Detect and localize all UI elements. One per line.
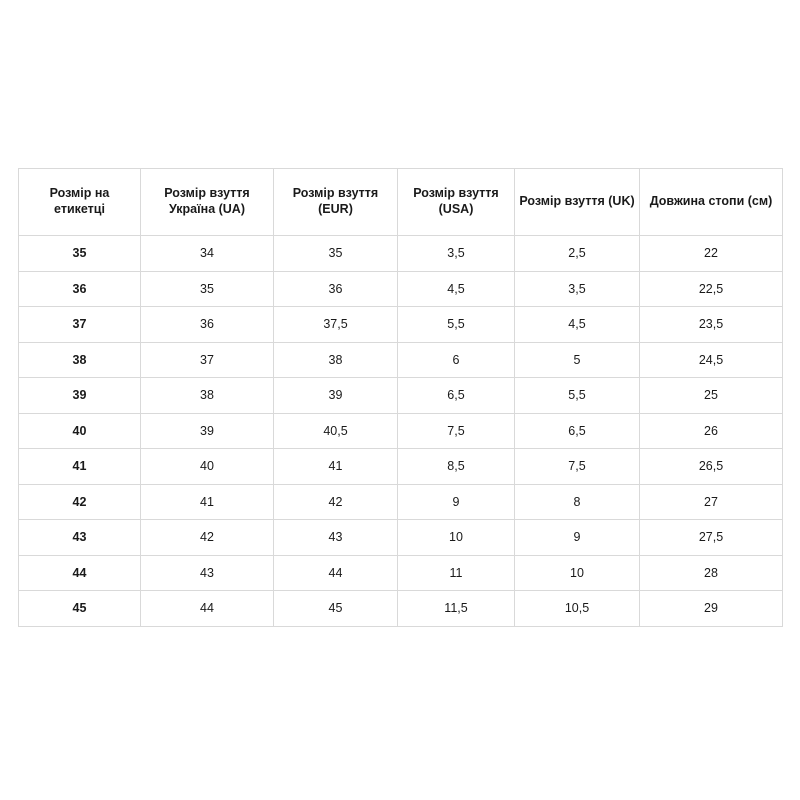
cell-uk-size: 5,5	[515, 378, 640, 414]
cell-label-size: 35	[19, 236, 141, 272]
cell-ua-size: 38	[141, 378, 274, 414]
table-row	[19, 520, 783, 556]
cell-eur-size: 45	[274, 591, 398, 627]
table-body	[19, 236, 783, 627]
table-row	[19, 271, 783, 307]
cell-uk-size: 3,5	[515, 271, 640, 307]
cell-usa-size: 6	[398, 342, 515, 378]
cell-uk-size: 9	[515, 520, 640, 556]
cell-usa-size: 3,5	[398, 236, 515, 272]
cell-uk-size: 6,5	[515, 413, 640, 449]
cell-ua-size: 36	[141, 307, 274, 343]
table-row	[19, 555, 783, 591]
cell-foot-length: 27,5	[640, 520, 783, 556]
cell-foot-length: 23,5	[640, 307, 783, 343]
table-row	[19, 236, 783, 272]
cell-foot-length: 22	[640, 236, 783, 272]
cell-foot-length: 22,5	[640, 271, 783, 307]
column-header-foot-length: Довжина стопи (см)	[640, 169, 783, 236]
cell-label-size: 37	[19, 307, 141, 343]
cell-usa-size: 6,5	[398, 378, 515, 414]
cell-usa-size: 10	[398, 520, 515, 556]
cell-eur-size: 41	[274, 449, 398, 485]
cell-ua-size: 39	[141, 413, 274, 449]
cell-usa-size: 9	[398, 484, 515, 520]
table-row	[19, 449, 783, 485]
cell-uk-size: 7,5	[515, 449, 640, 485]
cell-usa-size: 7,5	[398, 413, 515, 449]
size-chart-table	[18, 168, 783, 627]
cell-uk-size: 10,5	[515, 591, 640, 627]
cell-foot-length: 26,5	[640, 449, 783, 485]
cell-usa-size: 8,5	[398, 449, 515, 485]
cell-ua-size: 41	[141, 484, 274, 520]
cell-eur-size: 43	[274, 520, 398, 556]
cell-usa-size: 11	[398, 555, 515, 591]
cell-eur-size: 44	[274, 555, 398, 591]
column-header-label-size: Розмір на етикетці	[19, 169, 141, 236]
cell-label-size: 43	[19, 520, 141, 556]
cell-ua-size: 40	[141, 449, 274, 485]
cell-foot-length: 24,5	[640, 342, 783, 378]
cell-eur-size: 40,5	[274, 413, 398, 449]
cell-ua-size: 35	[141, 271, 274, 307]
cell-foot-length: 25	[640, 378, 783, 414]
column-header-ua-size: Розмір взуття Україна (UA)	[141, 169, 274, 236]
cell-eur-size: 35	[274, 236, 398, 272]
cell-uk-size: 5	[515, 342, 640, 378]
cell-ua-size: 44	[141, 591, 274, 627]
cell-label-size: 39	[19, 378, 141, 414]
size-chart-table-container	[18, 168, 782, 627]
cell-label-size: 45	[19, 591, 141, 627]
table-row	[19, 591, 783, 627]
cell-uk-size: 2,5	[515, 236, 640, 272]
cell-usa-size: 5,5	[398, 307, 515, 343]
column-header-usa-size: Розмір взуття (USA)	[398, 169, 515, 236]
cell-eur-size: 38	[274, 342, 398, 378]
cell-eur-size: 42	[274, 484, 398, 520]
cell-ua-size: 34	[141, 236, 274, 272]
cell-foot-length: 26	[640, 413, 783, 449]
cell-foot-length: 28	[640, 555, 783, 591]
cell-uk-size: 10	[515, 555, 640, 591]
cell-foot-length: 27	[640, 484, 783, 520]
table-row	[19, 413, 783, 449]
cell-label-size: 38	[19, 342, 141, 378]
cell-label-size: 41	[19, 449, 141, 485]
cell-foot-length: 29	[640, 591, 783, 627]
table-row	[19, 484, 783, 520]
cell-uk-size: 8	[515, 484, 640, 520]
cell-eur-size: 37,5	[274, 307, 398, 343]
table-header	[19, 169, 783, 236]
cell-eur-size: 36	[274, 271, 398, 307]
column-header-eur-size: Розмір взуття (EUR)	[274, 169, 398, 236]
cell-label-size: 44	[19, 555, 141, 591]
cell-ua-size: 42	[141, 520, 274, 556]
table-header-row	[19, 169, 783, 236]
cell-eur-size: 39	[274, 378, 398, 414]
cell-ua-size: 43	[141, 555, 274, 591]
table-row	[19, 378, 783, 414]
cell-label-size: 36	[19, 271, 141, 307]
cell-label-size: 40	[19, 413, 141, 449]
cell-usa-size: 11,5	[398, 591, 515, 627]
cell-uk-size: 4,5	[515, 307, 640, 343]
cell-label-size: 42	[19, 484, 141, 520]
table-row	[19, 307, 783, 343]
cell-usa-size: 4,5	[398, 271, 515, 307]
cell-ua-size: 37	[141, 342, 274, 378]
table-row	[19, 342, 783, 378]
column-header-uk-size: Розмір взуття (UK)	[515, 169, 640, 236]
